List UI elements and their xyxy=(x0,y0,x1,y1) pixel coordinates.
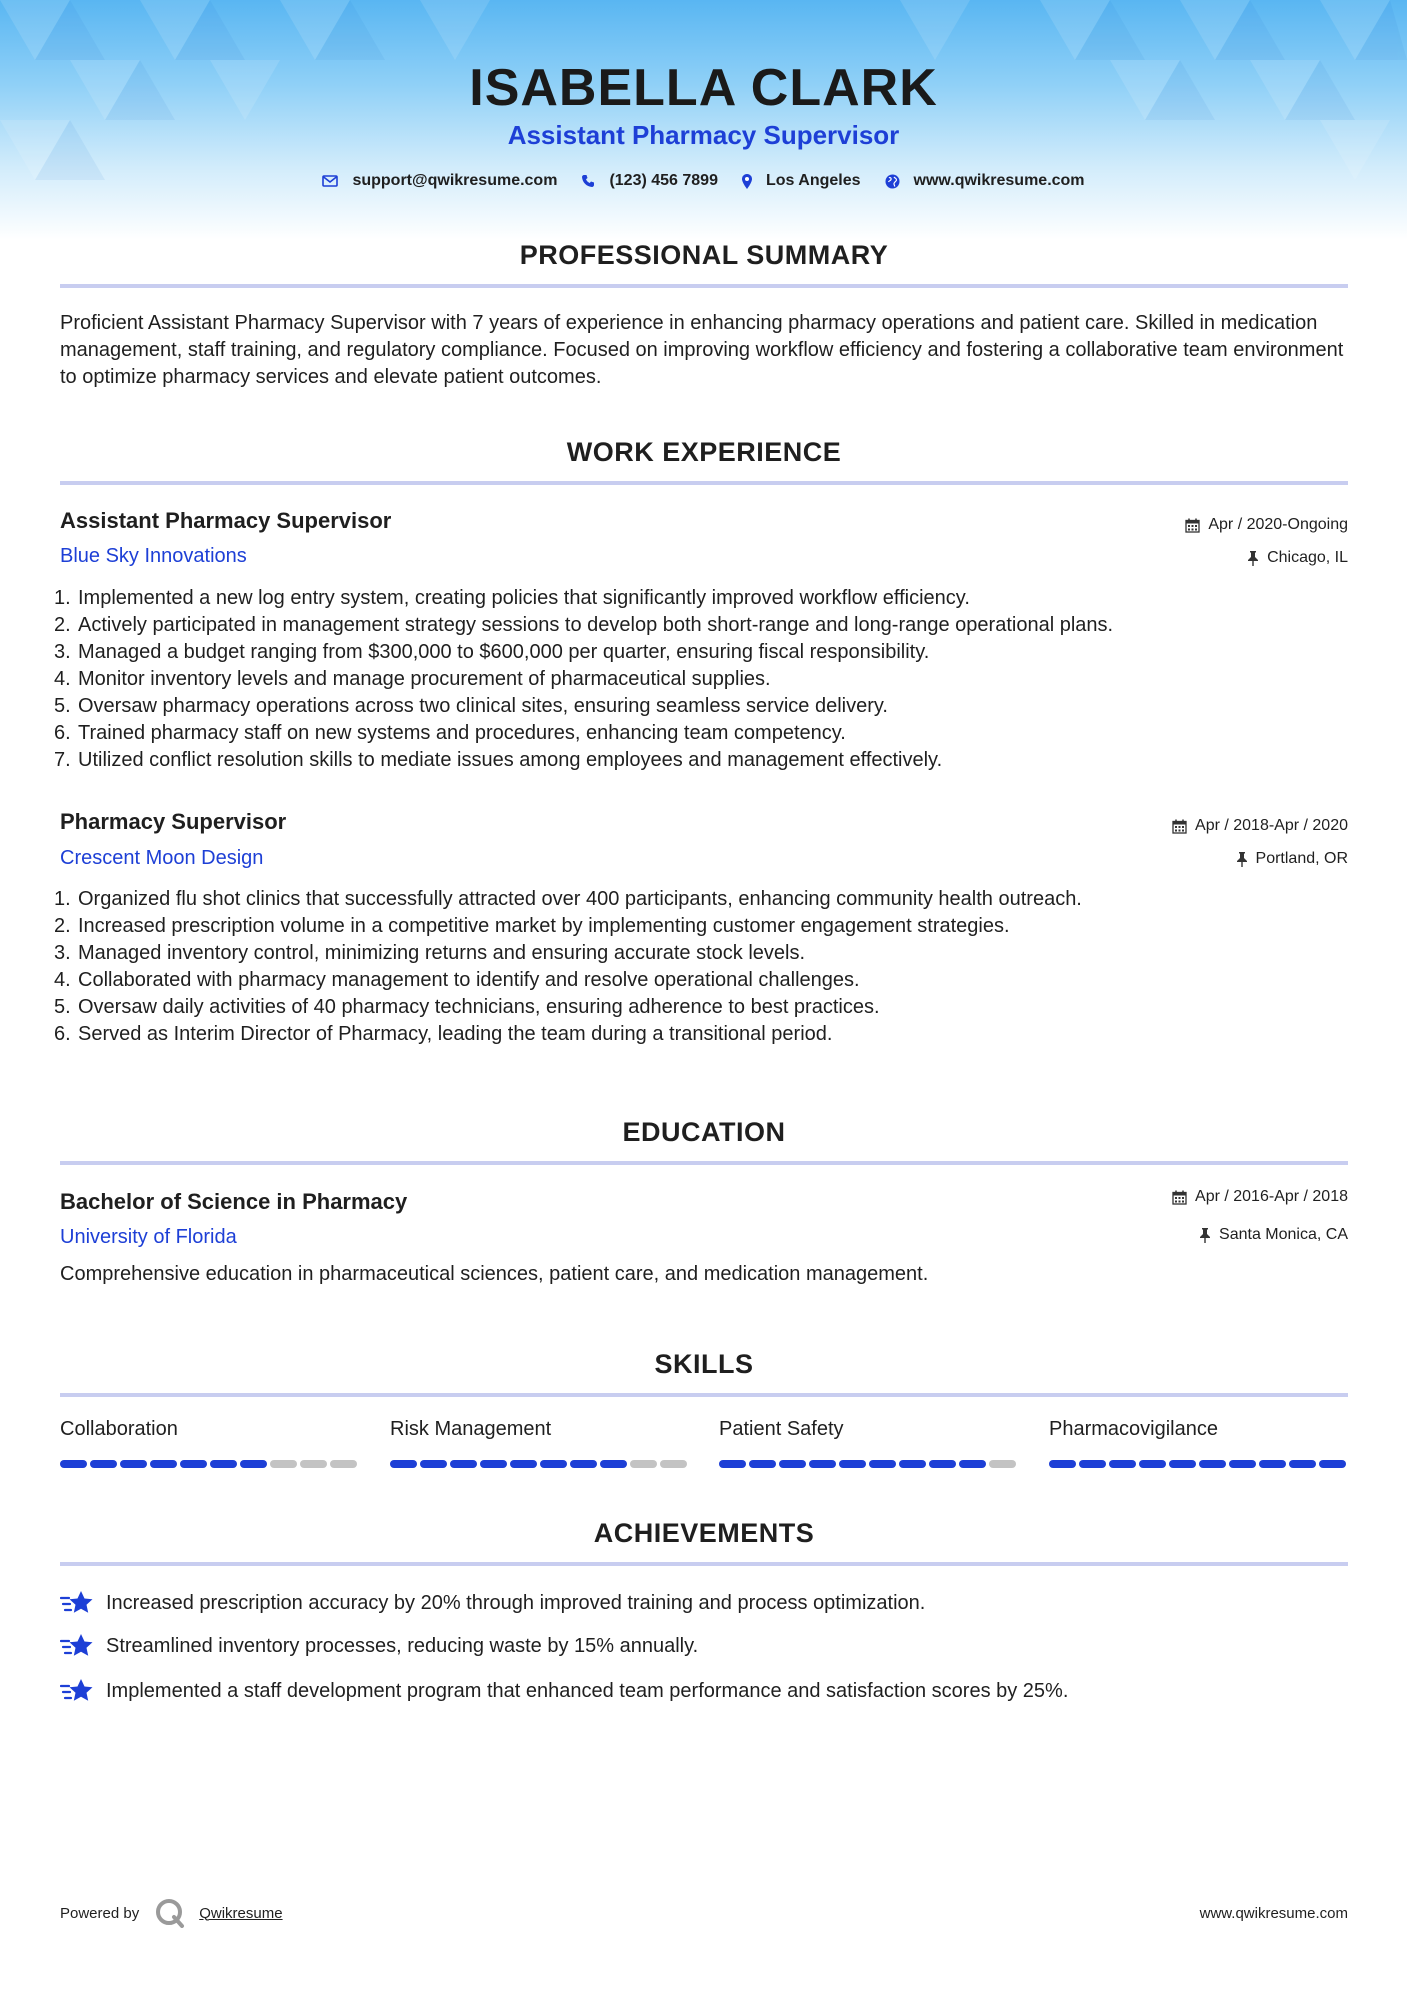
phone-icon xyxy=(581,174,595,188)
skills-divider xyxy=(60,1393,1348,1397)
job-2-title: Pharmacy Supervisor xyxy=(60,809,287,834)
experience-bullet xyxy=(54,612,1354,639)
skill-dot-empty xyxy=(660,1460,687,1468)
bullet-number: 3. xyxy=(54,641,71,663)
education-degree: Bachelor of Science in Pharmacy xyxy=(60,1189,408,1214)
skill-dot-empty xyxy=(330,1460,357,1468)
bullet-text: Organized flu shot clinics that successfully attracted over 400 participants, enhancing community health outreach. xyxy=(78,888,1082,910)
calendar-icon xyxy=(1172,819,1187,834)
education-dates xyxy=(1172,1188,1348,1206)
job-1-bullets xyxy=(54,585,1354,774)
bullet-text: Utilized conflict resolution skills to mediate issues among employees and management effectively. xyxy=(78,749,943,771)
skill-dot-filled xyxy=(180,1460,207,1468)
job-2-location-text: Portland, OR xyxy=(1255,850,1348,867)
skill-dot-filled xyxy=(90,1460,117,1468)
skill-dot-empty xyxy=(270,1460,297,1468)
job-1-location-text: Chicago, IL xyxy=(1267,549,1348,566)
experience-bullet xyxy=(54,693,1354,720)
bullet-number: 3. xyxy=(54,942,71,964)
bullet-number: 6. xyxy=(54,722,71,744)
experience-bullet xyxy=(54,940,1354,967)
map-pin-icon xyxy=(742,174,752,189)
bullet-text: Managed a budget ranging from $300,000 to $600,000 per quarter, ensuring fiscal responsibility. xyxy=(78,641,930,663)
skill-dot-filled xyxy=(719,1460,746,1468)
bullet-text: Oversaw pharmacy operations across two clinical sites, ensuring seamless service delivery. xyxy=(78,695,888,717)
skill-dot-filled xyxy=(1109,1460,1136,1468)
experience-bullet xyxy=(54,967,1354,994)
skill-collaboration xyxy=(60,1418,360,1468)
bullet-number: 2. xyxy=(54,614,71,636)
education-dates-text: Apr / 2016-Apr / 2018 xyxy=(1195,1188,1348,1205)
summary-text: Proficient Assistant Pharmacy Supervisor with 7 years of experience in enhancing pharmacy operations and patient care. Skilled in medication management, staff training, and regulatory compliance. Focused on improving workflow efficiency and fostering a collaborative team environment to optimize pharmacy services and elevate patient outcomes. xyxy=(60,312,1344,388)
skill-dot-filled xyxy=(1199,1460,1226,1468)
skill-dot-filled xyxy=(959,1460,986,1468)
skill-level-bar xyxy=(1049,1460,1349,1468)
skill-level-bar xyxy=(390,1460,690,1468)
experience-bullet xyxy=(54,747,1354,774)
achievement-item xyxy=(60,1589,1350,1617)
bullet-text: Oversaw daily activities of 40 pharmacy technicians, ensuring adherence to best practices. xyxy=(78,996,880,1018)
bullet-text: Monitor inventory levels and manage procurement of pharmaceutical supplies. xyxy=(78,668,771,690)
skill-dot-filled xyxy=(390,1460,417,1468)
skill-risk-management xyxy=(390,1418,690,1468)
bullet-number: 6. xyxy=(54,1023,71,1045)
candidate-name: ISABELLA CLARK xyxy=(469,59,938,117)
skill-dot-filled xyxy=(1169,1460,1196,1468)
skill-dot-filled xyxy=(1079,1460,1106,1468)
globe-icon xyxy=(885,174,900,189)
job-1-company: Blue Sky Innovations xyxy=(60,545,247,567)
skill-dot-filled xyxy=(749,1460,776,1468)
skill-dot-filled xyxy=(150,1460,177,1468)
experience-bullet xyxy=(54,585,1354,612)
job-2-bullets xyxy=(54,886,1354,1048)
pushpin-icon xyxy=(1199,1228,1211,1243)
skill-dot-filled xyxy=(480,1460,507,1468)
skill-name: Collaboration xyxy=(60,1418,178,1440)
skill-dot-filled xyxy=(450,1460,477,1468)
skill-dot-empty xyxy=(630,1460,657,1468)
job-2-location xyxy=(1236,850,1348,868)
skill-patient-safety xyxy=(719,1418,1019,1468)
skill-dot-filled xyxy=(1139,1460,1166,1468)
qwikresume-logo-icon xyxy=(155,1898,185,1928)
contact-location xyxy=(742,172,861,190)
footer-website[interactable]: www.qwikresume.com xyxy=(1199,1905,1348,1922)
skill-level-bar xyxy=(60,1460,360,1468)
skill-name: Pharmacovigilance xyxy=(1049,1418,1218,1440)
job-1-location xyxy=(1247,549,1348,567)
experience-bullet xyxy=(54,1021,1354,1048)
star-icon xyxy=(60,1632,94,1660)
education-school: University of Florida xyxy=(60,1226,237,1248)
education-description: Comprehensive education in pharmaceutical sciences, patient care, and medication management. xyxy=(60,1263,929,1285)
experience-divider xyxy=(60,481,1348,485)
bullet-number: 4. xyxy=(54,668,71,690)
job-1-dates xyxy=(1185,516,1348,534)
skill-dot-filled xyxy=(240,1460,267,1468)
contact-bar xyxy=(0,172,1407,190)
bullet-text: Actively participated in management strategy sessions to develop both short-range and long-range operational plans. xyxy=(78,614,1114,636)
candidate-role: Assistant Pharmacy Supervisor xyxy=(507,120,900,150)
skill-dot-filled xyxy=(929,1460,956,1468)
skill-dot-filled xyxy=(600,1460,627,1468)
bullet-text: Served as Interim Director of Pharmacy, leading the team during a transitional period. xyxy=(78,1023,833,1045)
contact-website[interactable] xyxy=(885,172,1085,190)
skill-dot-filled xyxy=(1229,1460,1256,1468)
experience-bullet xyxy=(54,639,1354,666)
bullet-text: Increased prescription volume in a competitive market by implementing customer engagement strategies. xyxy=(78,915,1010,937)
achievement-text: Increased prescription accuracy by 20% through improved training and process optimization. xyxy=(106,1591,926,1614)
bullet-number: 7. xyxy=(54,749,71,771)
skill-dot-filled xyxy=(1319,1460,1346,1468)
job-2-dates xyxy=(1172,817,1348,835)
star-icon xyxy=(60,1677,94,1705)
calendar-icon xyxy=(1172,1190,1187,1205)
skill-dot-empty xyxy=(989,1460,1016,1468)
skills-heading: SKILLS xyxy=(654,1349,754,1379)
bullet-number: 5. xyxy=(54,996,71,1018)
contact-email[interactable] xyxy=(322,172,557,190)
skill-dot-filled xyxy=(420,1460,447,1468)
skill-dot-filled xyxy=(809,1460,836,1468)
job-1-title: Assistant Pharmacy Supervisor xyxy=(60,508,392,533)
pushpin-icon xyxy=(1247,551,1259,566)
education-location xyxy=(1199,1226,1348,1244)
pushpin-icon xyxy=(1236,852,1248,867)
skill-dot-filled xyxy=(210,1460,237,1468)
skill-dot-filled xyxy=(839,1460,866,1468)
bullet-text: Collaborated with pharmacy management to identify and resolve operational challenges. xyxy=(78,969,860,991)
bullet-number: 5. xyxy=(54,695,71,717)
experience-bullet xyxy=(54,886,1354,913)
job-2-dates-text: Apr / 2018-Apr / 2020 xyxy=(1195,817,1348,834)
skill-dot-filled xyxy=(120,1460,147,1468)
skill-name: Patient Safety xyxy=(719,1418,844,1440)
achievements-heading: ACHIEVEMENTS xyxy=(593,1518,815,1548)
skill-level-bar xyxy=(719,1460,1019,1468)
experience-bullet xyxy=(54,720,1354,747)
skill-dot-filled xyxy=(1049,1460,1076,1468)
skill-dot-filled xyxy=(1289,1460,1316,1468)
achievement-text: Streamlined inventory processes, reducing waste by 15% annually. xyxy=(106,1634,699,1657)
experience-bullet xyxy=(54,666,1354,693)
education-location-text: Santa Monica, CA xyxy=(1219,1226,1348,1243)
education-divider xyxy=(60,1161,1348,1165)
contact-email-text: support@qwikresume.com xyxy=(352,172,558,189)
bullet-text: Implemented a new log entry system, creating policies that significantly improved workflow efficiency. xyxy=(78,587,970,609)
skill-pharmacovigilance xyxy=(1049,1418,1349,1468)
skill-dot-empty xyxy=(300,1460,327,1468)
powered-by-label: Powered by xyxy=(60,1904,140,1922)
skill-name: Risk Management xyxy=(390,1418,552,1440)
summary-heading: PROFESSIONAL SUMMARY xyxy=(519,240,889,270)
bullet-number: 1. xyxy=(54,888,71,910)
skill-dot-filled xyxy=(1259,1460,1286,1468)
experience-bullet xyxy=(54,994,1354,1021)
bullet-text: Trained pharmacy staff on new systems and procedures, enhancing team competency. xyxy=(78,722,846,744)
education-heading: EDUCATION xyxy=(622,1117,786,1147)
skill-dot-filled xyxy=(60,1460,87,1468)
achievement-item xyxy=(60,1677,1350,1705)
experience-bullet xyxy=(54,913,1354,940)
bullet-text: Managed inventory control, minimizing returns and ensuring accurate stock levels. xyxy=(78,942,806,964)
skill-dot-filled xyxy=(779,1460,806,1468)
summary-divider xyxy=(60,284,1348,288)
skill-dot-filled xyxy=(570,1460,597,1468)
star-icon xyxy=(60,1589,94,1617)
envelope-icon xyxy=(322,175,338,187)
skill-dot-filled xyxy=(899,1460,926,1468)
skill-dot-filled xyxy=(869,1460,896,1468)
experience-heading: WORK EXPERIENCE xyxy=(566,437,842,467)
skill-dot-filled xyxy=(540,1460,567,1468)
contact-phone-text: (123) 456 7899 xyxy=(609,172,718,189)
calendar-icon xyxy=(1185,518,1200,533)
bullet-number: 4. xyxy=(54,969,71,991)
contact-website-text: www.qwikresume.com xyxy=(913,172,1085,189)
footer-powered-by xyxy=(60,1898,283,1928)
job-1-dates-text: Apr / 2020-Ongoing xyxy=(1208,516,1348,533)
achievement-text: Implemented a staff development program that enhanced team performance and satisfaction scores by 25%. xyxy=(106,1679,1069,1702)
contact-location-text: Los Angeles xyxy=(765,172,861,189)
skill-dot-filled xyxy=(510,1460,537,1468)
achievement-item xyxy=(60,1632,1350,1660)
bullet-number: 1. xyxy=(54,587,71,609)
job-2-company: Crescent Moon Design xyxy=(60,847,264,869)
brand-link[interactable]: Qwikresume xyxy=(199,1904,283,1922)
bullet-number: 2. xyxy=(54,915,71,937)
contact-phone[interactable] xyxy=(581,172,718,190)
achievements-divider xyxy=(60,1562,1348,1566)
